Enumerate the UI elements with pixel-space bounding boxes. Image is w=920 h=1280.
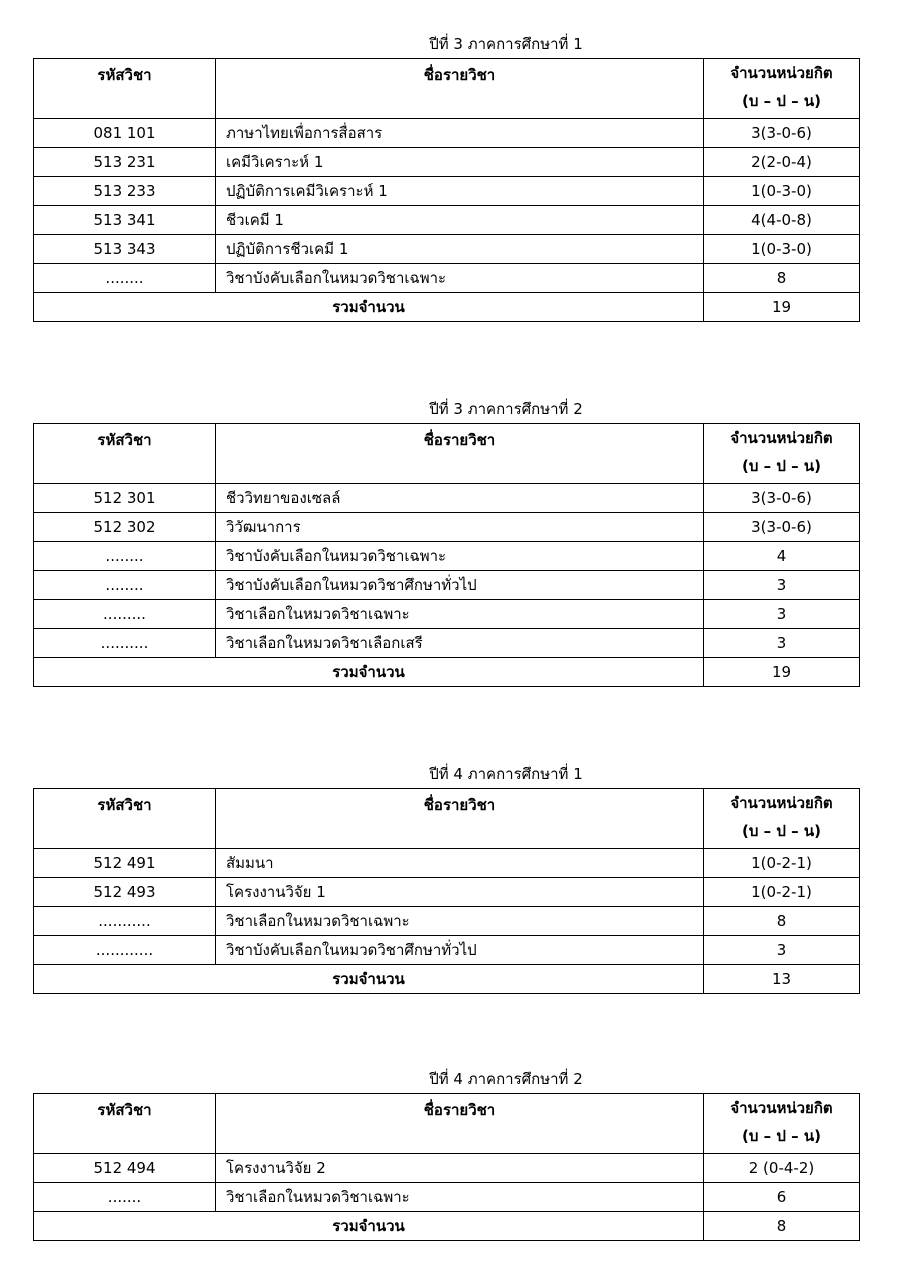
total-credit: 19 xyxy=(704,658,860,687)
total-label: รวมจำนวน xyxy=(34,965,704,994)
course-credit: 3(3-0-6) xyxy=(704,119,860,148)
course-code: ........ xyxy=(34,542,216,571)
header-credit xyxy=(704,59,860,119)
header-credit-line2: (บ – ป – น) xyxy=(742,457,821,475)
header-credit xyxy=(704,424,860,484)
table-header-row xyxy=(34,1094,860,1154)
course-name: ชีววิทยาของเซลล์ xyxy=(216,484,704,513)
course-name: เคมีวิเคราะห์ 1 xyxy=(216,148,704,177)
course-code: 513 231 xyxy=(34,148,216,177)
course-code: .......... xyxy=(34,629,216,658)
header-credit-line1: จำนวนหน่วยกิต xyxy=(730,794,833,812)
course-code: 512 301 xyxy=(34,484,216,513)
table-row xyxy=(34,571,860,600)
course-name: วิชาเลือกในหมวดวิชาเฉพาะ xyxy=(216,1183,704,1212)
header-code: รหัสวิชา xyxy=(34,1094,216,1154)
course-name: ชีวเคมี 1 xyxy=(216,206,704,235)
total-credit: 19 xyxy=(704,293,860,322)
course-name: วิชาเลือกในหมวดวิชาเฉพาะ xyxy=(216,907,704,936)
course-name: วิชาบังคับเลือกในหมวดวิชาศึกษาทั่วไป xyxy=(216,936,704,965)
course-name: วิชาเลือกในหมวดวิชาเฉพาะ xyxy=(216,600,704,629)
header-code: รหัสวิชา xyxy=(34,789,216,849)
table-row xyxy=(34,119,860,148)
course-code: 513 233 xyxy=(34,177,216,206)
total-label: รวมจำนวน xyxy=(34,1212,704,1241)
course-name: โครงงานวิจัย 2 xyxy=(216,1154,704,1183)
course-code: 513 341 xyxy=(34,206,216,235)
header-credit-line2: (บ – ป – น) xyxy=(742,822,821,840)
course-name: วิชาบังคับเลือกในหมวดวิชาเฉพาะ xyxy=(216,264,704,293)
section-caption: ปีที่ 3 ภาคการศึกษาที่ 2 xyxy=(429,400,583,418)
course-code: ............ xyxy=(34,936,216,965)
course-code: ........ xyxy=(34,264,216,293)
course-code: ....... xyxy=(34,1183,216,1212)
header-credit-line1: จำนวนหน่วยกิต xyxy=(730,64,833,82)
header-name: ชื่อรายวิชา xyxy=(216,424,704,484)
course-name: วิชาบังคับเลือกในหมวดวิชาศึกษาทั่วไป xyxy=(216,571,704,600)
header-credit xyxy=(704,1094,860,1154)
course-name: สัมมนา xyxy=(216,849,704,878)
section-caption: ปีที่ 4 ภาคการศึกษาที่ 2 xyxy=(429,1070,583,1088)
course-name: ปฏิบัติการชีวเคมี 1 xyxy=(216,235,704,264)
table-row xyxy=(34,629,860,658)
total-label: รวมจำนวน xyxy=(34,293,704,322)
total-row xyxy=(34,965,860,994)
header-code: รหัสวิชา xyxy=(34,59,216,119)
table-row xyxy=(34,513,860,542)
section-caption: ปีที่ 3 ภาคการศึกษาที่ 1 xyxy=(429,35,583,53)
course-credit: 1(0-3-0) xyxy=(704,177,860,206)
course-credit: 1(0-3-0) xyxy=(704,235,860,264)
table-row xyxy=(34,1183,860,1212)
section-year3-term1 xyxy=(33,30,859,322)
course-credit: 3 xyxy=(704,600,860,629)
header-code: รหัสวิชา xyxy=(34,424,216,484)
table-row xyxy=(34,878,860,907)
course-code: 512 494 xyxy=(34,1154,216,1183)
course-table xyxy=(33,423,860,687)
course-credit: 3(3-0-6) xyxy=(704,513,860,542)
course-credit: 4(4-0-8) xyxy=(704,206,860,235)
table-row xyxy=(34,264,860,293)
header-name: ชื่อรายวิชา xyxy=(216,59,704,119)
table-row xyxy=(34,907,860,936)
table-row xyxy=(34,235,860,264)
course-credit: 2(2-0-4) xyxy=(704,148,860,177)
table-row xyxy=(34,600,860,629)
course-credit: 3 xyxy=(704,571,860,600)
section-year4-term2 xyxy=(33,1065,859,1241)
course-code: ........ xyxy=(34,571,216,600)
course-credit: 3 xyxy=(704,936,860,965)
course-credit: 2 (0-4-2) xyxy=(704,1154,860,1183)
header-credit-line1: จำนวนหน่วยกิต xyxy=(730,429,833,447)
table-header-row xyxy=(34,59,860,119)
section-year4-term1 xyxy=(33,760,859,994)
course-name: วิวัฒนาการ xyxy=(216,513,704,542)
table-row xyxy=(34,148,860,177)
course-credit: 4 xyxy=(704,542,860,571)
header-credit-line1: จำนวนหน่วยกิต xyxy=(730,1099,833,1117)
course-credit: 1(0-2-1) xyxy=(704,878,860,907)
course-code: 512 302 xyxy=(34,513,216,542)
course-code: ........... xyxy=(34,907,216,936)
header-name: ชื่อรายวิชา xyxy=(216,789,704,849)
table-row xyxy=(34,542,860,571)
header-name: ชื่อรายวิชา xyxy=(216,1094,704,1154)
course-name: วิชาบังคับเลือกในหมวดวิชาเฉพาะ xyxy=(216,542,704,571)
header-credit-line2: (บ – ป – น) xyxy=(742,92,821,110)
course-credit: 8 xyxy=(704,907,860,936)
course-credit: 3(3-0-6) xyxy=(704,484,860,513)
table-row xyxy=(34,1154,860,1183)
table-row xyxy=(34,849,860,878)
section-year3-term2 xyxy=(33,395,859,687)
course-name: โครงงานวิจัย 1 xyxy=(216,878,704,907)
table-header-row xyxy=(34,424,860,484)
total-row xyxy=(34,293,860,322)
total-label: รวมจำนวน xyxy=(34,658,704,687)
total-row xyxy=(34,658,860,687)
table-header-row xyxy=(34,789,860,849)
course-name: ปฏิบัติการเคมีวิเคราะห์ 1 xyxy=(216,177,704,206)
course-table xyxy=(33,58,860,322)
total-row xyxy=(34,1212,860,1241)
table-row xyxy=(34,484,860,513)
course-code: 081 101 xyxy=(34,119,216,148)
course-code: 512 493 xyxy=(34,878,216,907)
course-name: ภาษาไทยเพื่อการสื่อสาร xyxy=(216,119,704,148)
course-credit: 8 xyxy=(704,264,860,293)
course-code: 512 491 xyxy=(34,849,216,878)
table-row xyxy=(34,177,860,206)
header-credit-line2: (บ – ป – น) xyxy=(742,1127,821,1145)
course-table xyxy=(33,788,860,994)
course-code: ......... xyxy=(34,600,216,629)
table-row xyxy=(34,936,860,965)
table-row xyxy=(34,206,860,235)
total-credit: 8 xyxy=(704,1212,860,1241)
header-credit xyxy=(704,789,860,849)
course-credit: 6 xyxy=(704,1183,860,1212)
course-table xyxy=(33,1093,860,1241)
course-name: วิชาเลือกในหมวดวิชาเลือกเสรี xyxy=(216,629,704,658)
section-caption: ปีที่ 4 ภาคการศึกษาที่ 1 xyxy=(429,765,583,783)
course-credit: 1(0-2-1) xyxy=(704,849,860,878)
course-code: 513 343 xyxy=(34,235,216,264)
course-credit: 3 xyxy=(704,629,860,658)
total-credit: 13 xyxy=(704,965,860,994)
